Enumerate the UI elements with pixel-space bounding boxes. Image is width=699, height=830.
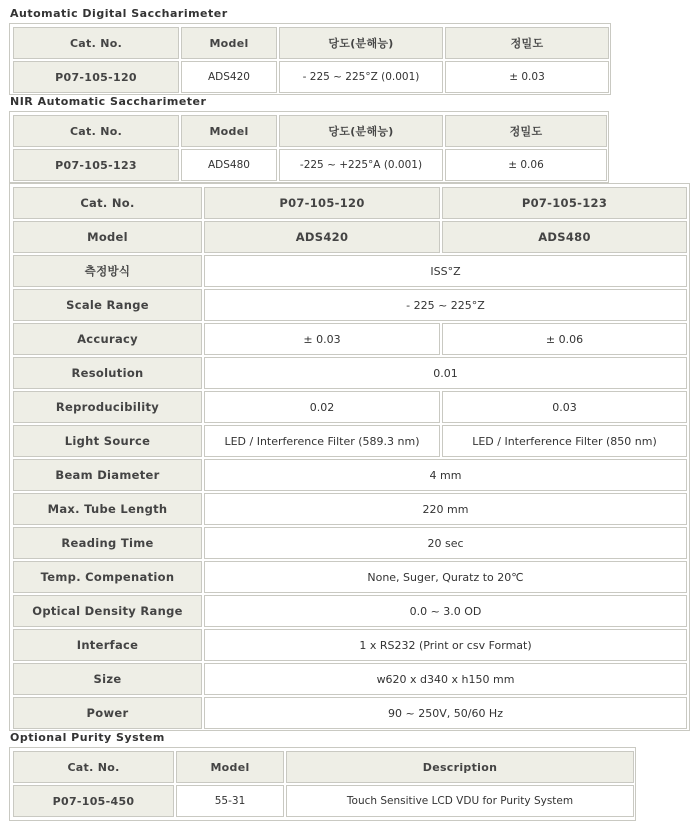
cell-model: ADS420	[181, 61, 277, 93]
header-cat-no: Cat. No.	[13, 751, 174, 783]
spec-row-label: Interface	[13, 629, 202, 661]
section-title-automatic-digital: Automatic Digital Saccharimeter	[10, 7, 228, 20]
spec-row-label: 측정방식	[13, 255, 202, 287]
header-model: Model	[176, 751, 284, 783]
spec-row-value: 20 sec	[204, 527, 687, 559]
cell-description: Touch Sensitive LCD VDU for Purity System	[286, 785, 634, 817]
spec-row-label: Reading Time	[13, 527, 202, 559]
cell-sugar-content: -225 ~ +225°A (0.001)	[279, 149, 443, 181]
header-model: Model	[181, 27, 277, 59]
cell-sugar-content: - 225 ~ 225°Z (0.001)	[279, 61, 443, 93]
spec-row-value: 0.01	[204, 357, 687, 389]
spec-model-2: ADS480	[442, 221, 687, 253]
table-purity	[9, 747, 636, 821]
spec-cat-no-2: P07-105-123	[442, 187, 687, 219]
header-model: Model	[181, 115, 277, 147]
spec-row-value: w620 x d340 x h150 mm	[204, 663, 687, 695]
cell-cat-no: P07-105-450	[13, 785, 174, 817]
table-nir	[9, 111, 609, 183]
table-automatic-digital	[9, 23, 611, 95]
spec-row-value: 220 mm	[204, 493, 687, 525]
section-title-nir: NIR Automatic Saccharimeter	[10, 95, 207, 108]
spec-row-label: Optical Density Range	[13, 595, 202, 627]
spec-label-cat-no: Cat. No.	[13, 187, 202, 219]
header-precision: 정밀도	[445, 27, 609, 59]
spec-row-value: None, Suger, Quratz to 20℃	[204, 561, 687, 593]
spec-row-label: Accuracy	[13, 323, 202, 355]
spec-row-value: - 225 ~ 225°Z	[204, 289, 687, 321]
spec-row-value-1: ± 0.03	[204, 323, 440, 355]
cell-precision: ± 0.06	[445, 149, 607, 181]
cell-model: 55-31	[176, 785, 284, 817]
spec-row-value: 90 ~ 250V, 50/60 Hz	[204, 697, 687, 729]
section-title-purity: Optional Purity System	[10, 731, 165, 744]
header-sugar-content: 당도(분해능)	[279, 115, 443, 147]
cell-cat-no: P07-105-120	[13, 61, 179, 93]
spec-row-value: 0.0 ~ 3.0 OD	[204, 595, 687, 627]
spec-row-label: Scale Range	[13, 289, 202, 321]
spec-row-value-1: 0.02	[204, 391, 440, 423]
header-cat-no: Cat. No.	[13, 115, 179, 147]
spec-label-model: Model	[13, 221, 202, 253]
cell-precision: ± 0.03	[445, 61, 609, 93]
spec-row-value: 1 x RS232 (Print or csv Format)	[204, 629, 687, 661]
spec-model-1: ADS420	[204, 221, 440, 253]
header-precision: 정밀도	[445, 115, 607, 147]
spec-row-label: Reproducibility	[13, 391, 202, 423]
spec-row-label: Power	[13, 697, 202, 729]
header-description: Description	[286, 751, 634, 783]
spec-row-value-2: ± 0.06	[442, 323, 687, 355]
spec-row-label: Resolution	[13, 357, 202, 389]
spec-cat-no-1: P07-105-120	[204, 187, 440, 219]
spec-row-label: Light Source	[13, 425, 202, 457]
spec-row-value: 4 mm	[204, 459, 687, 491]
cell-cat-no: P07-105-123	[13, 149, 179, 181]
spec-row-value-1: LED / Interference Filter (589.3 nm)	[204, 425, 440, 457]
spec-row-value-2: 0.03	[442, 391, 687, 423]
spec-row-label: Beam Diameter	[13, 459, 202, 491]
spec-table	[9, 183, 690, 731]
header-cat-no: Cat. No.	[13, 27, 179, 59]
cell-model: ADS480	[181, 149, 277, 181]
spec-row-value: ISS°Z	[204, 255, 687, 287]
header-sugar-content: 당도(분해능)	[279, 27, 443, 59]
spec-row-label: Size	[13, 663, 202, 695]
spec-row-value-2: LED / Interference Filter (850 nm)	[442, 425, 687, 457]
spec-row-label: Max. Tube Length	[13, 493, 202, 525]
spec-row-label: Temp. Compenation	[13, 561, 202, 593]
